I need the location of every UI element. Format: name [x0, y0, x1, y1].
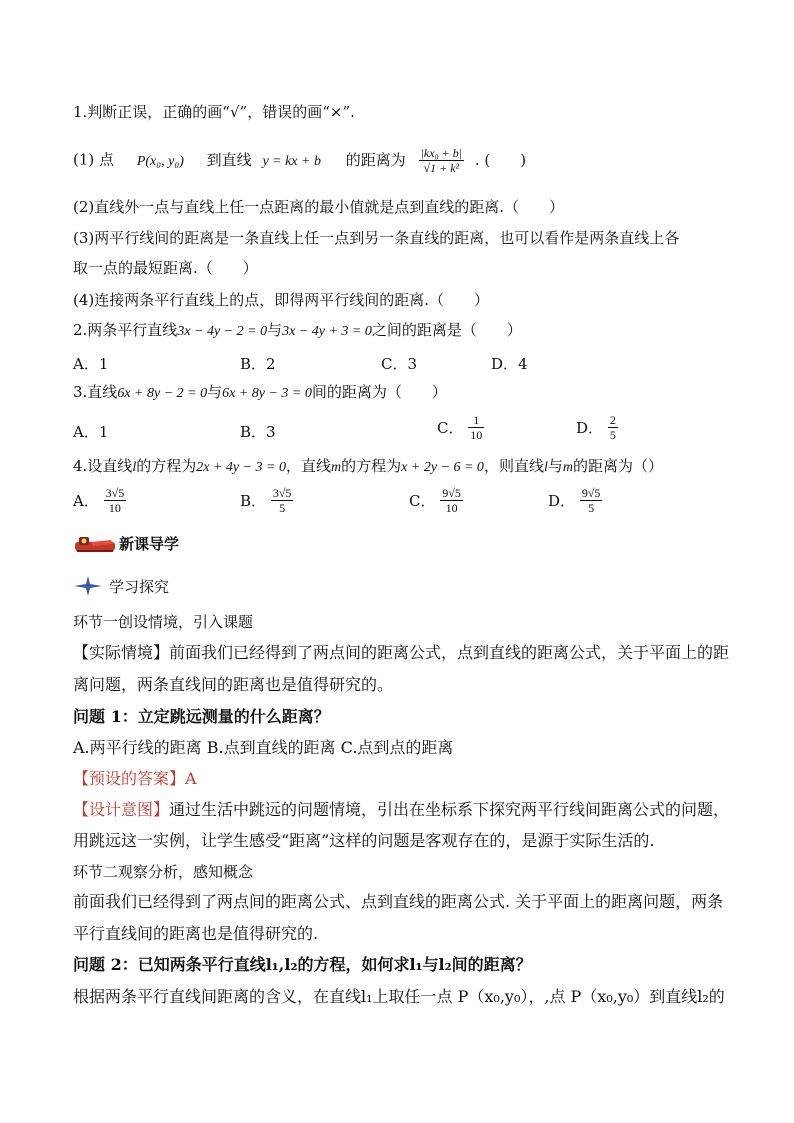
actual-situation-para-a: [73, 643, 729, 663]
q4-option-c-frac: $\frac{9√5}{10}$: [442, 486, 461, 515]
actual-situation-label: 【实际情境】: [73, 643, 170, 662]
q2-option-d: D．4: [491, 355, 528, 373]
q1-intro: 1.判断正误，正确的画“√”，错误的画“×”.: [73, 103, 355, 121]
q3-mid: 与: [207, 383, 223, 401]
link2-para-b: 平行直线间的距离也是值得研究的.: [73, 924, 319, 943]
q1-s1-pre: (1) 点: [73, 150, 115, 169]
q3-option-d-frac: $\frac{2}{5}$: [609, 413, 616, 442]
q4-option-d-frac: $\frac{9√5}{5}$: [581, 486, 601, 515]
q1-statement-2: (2)直线外一点与直线上任一点距离的最小值就是点到直线的距离.（ ）: [73, 198, 565, 216]
book-banner-icon: [73, 534, 117, 554]
q2-pre: 2.两条平行直线: [73, 321, 178, 339]
q4-var-l: l: [132, 460, 137, 475]
section-new-lesson: [73, 533, 179, 554]
q1-s1-fraction: [419, 146, 465, 175]
q1-s1-line: y = kx + b: [262, 153, 321, 169]
actual-situation-para-b: 离问题，两条直线间的距离也是值得研究的。: [73, 675, 394, 694]
section-new-lesson-title: 新课导学: [119, 535, 180, 553]
problem1-title: 问题 1：立定跳远测量的什么距离？: [73, 707, 330, 726]
q2-stem: [73, 320, 522, 342]
design-intent-text-a: 通过生活中跳远的问题情境，引出在坐标系下探究两平行线间距离公式的问题，: [169, 800, 730, 819]
q3-option-c-frac: $\frac{1}{10}$: [470, 413, 483, 442]
link1-title: 环节一创设情境，引入课题: [73, 613, 254, 631]
q4-option-a: A． $\frac{3√5}{10}$: [73, 486, 125, 515]
problem1-options: A.两平行线的距离 B.点到直线的距离 C.点到点的距离: [73, 738, 454, 757]
q2-eq1: 3x − 4y − 2 = 0: [177, 324, 268, 339]
q1-statement-1: [73, 146, 526, 175]
q3-eq2: 6x + 8y − 3 = 0: [222, 386, 312, 401]
q3-post: 间的距离为（ ）: [311, 383, 447, 401]
section-study-explore: [73, 575, 169, 597]
q4-var-l2: l: [543, 460, 548, 475]
q3-eq1: 6x + 8y − 2 = 0: [117, 386, 208, 401]
q3-option-a: A．1: [73, 423, 109, 441]
actual-situation-text-a: 前面我们已经得到了两点间的距离公式，点到直线的距离公式，关于平面上的距: [169, 643, 730, 662]
q2-option-a: A．1: [73, 355, 109, 373]
problem2-text: 根据两条平行直线间距离的含义，在直线l₁上取任一点 P（x₀,y₀），,点 P（x₀,y₀）到直线l₂的: [73, 987, 725, 1006]
q2-eq2: 3x − 4y + 3 = 0: [282, 324, 372, 339]
q4-var-m2: m: [562, 460, 573, 475]
design-intent-para-b: 用跳远这一实例，让学生感受“距离”这样的问题是客观存在的，是源于实际生活的.: [73, 831, 655, 850]
preset-answer-value: A: [185, 769, 197, 788]
q4-mid4: ，则直线: [483, 457, 544, 475]
q1-s1-mid: 到直线: [206, 150, 252, 169]
q1-s1-frac-num: |kx₀ + b|: [420, 146, 463, 160]
q4-var-m: m: [331, 460, 342, 475]
q3-option-d-label: D．: [576, 419, 604, 437]
q4-mid3: 的方程为: [341, 457, 402, 475]
q3-option-c-label: C．: [437, 419, 464, 437]
q4-option-b: B． $\frac{3√5}{5}$: [240, 486, 292, 515]
q4-option-d: D． $\frac{9√5}{5}$: [548, 486, 601, 515]
q4-mid2: ，直线: [286, 457, 332, 475]
q4-mid1: 的方程为: [136, 457, 197, 475]
q1-statement-3a: (3)两平行线间的距离是一条直线上任一点到另一条直线的距离，也可以看作是两条直线上各: [73, 229, 680, 247]
q4-stem: [73, 456, 663, 478]
q3-pre: 3.直线: [73, 383, 118, 401]
q3-option-b: B．3: [240, 423, 276, 441]
q4-eq1: 2x + 4y − 3 = 0: [196, 460, 286, 475]
q3-option-d: [576, 413, 618, 442]
q4-option-a-frac: $\frac{3√5}{10}$: [105, 486, 125, 515]
q1-statement-3b: 取一点的最短距离.（ ）: [73, 259, 258, 277]
q2-post: 之间的距离是（ ）: [371, 321, 522, 339]
q3-stem: [73, 382, 447, 404]
preset-answer-label: 【预设的答案】: [73, 769, 186, 788]
q4-eq2: x + 2y − 6 = 0: [401, 460, 484, 475]
q4-post: 的距离为（）: [572, 457, 663, 475]
q4-pre: 4.设直线: [73, 457, 133, 475]
q2-mid: 与: [267, 321, 283, 339]
q1-s1-point: P(x₀, y₀): [136, 153, 184, 169]
preset-answer: [73, 769, 197, 789]
q4-option-b-frac: $\frac{3√5}{5}$: [272, 486, 292, 515]
design-intent-label: 【设计意图】: [73, 800, 170, 819]
design-intent-para-a: [73, 800, 729, 820]
section-study-explore-title: 学习探究: [109, 577, 170, 596]
q3-option-c: [437, 413, 484, 442]
q1-s1-post: 的距离为: [345, 150, 406, 169]
q1-s1-frac-den: √1 + k²: [423, 161, 460, 175]
sqrt-icon: √: [423, 161, 431, 175]
link2-title: 环节二观察分析，感知概念: [73, 863, 254, 881]
link2-para-a: 前面我们已经得到了两点间的距离公式、点到直线的距离公式. 关于平面上的距离问题，两条: [73, 892, 724, 911]
q1-statement-4: (4)连接两条平行直线上的点，即得两平行线间的距离.（ ）: [73, 291, 490, 309]
q1-s1-end: . ( ): [474, 150, 527, 169]
q4-mid5: 与: [547, 457, 563, 475]
q2-option-b: B．2: [240, 355, 276, 373]
q2-option-c: C．3: [381, 355, 418, 373]
problem2-title: 问题 2：已知两条平行直线l₁,l₂的方程，如何求l₁与l₂间的距离？: [73, 955, 532, 974]
q4-option-c: C． $\frac{9√5}{10}$: [409, 486, 461, 515]
four-point-star-icon: [73, 575, 103, 597]
